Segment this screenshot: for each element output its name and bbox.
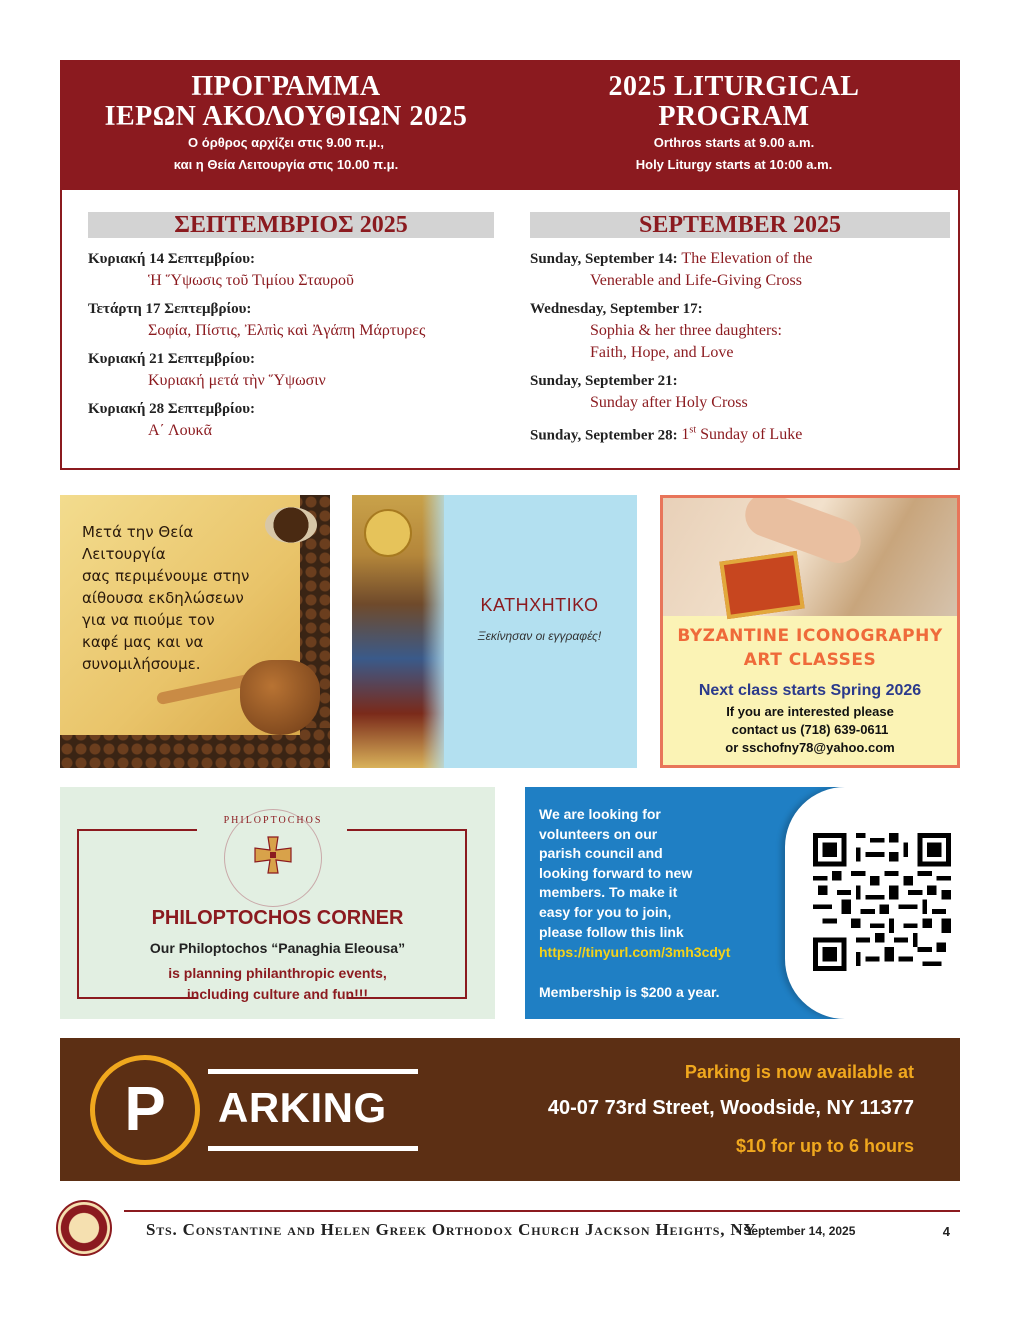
volunteer-line: parish council and [539, 845, 663, 862]
cross-icon [253, 835, 293, 875]
coffee-line: σας περιμένουμε στην [82, 567, 250, 585]
feast-name: Sunday after Holy Cross [590, 394, 748, 411]
coffee-line: Μετά την Θεία [82, 523, 194, 541]
feast-name: Ἡ Ὕψωσις τοῦ Τιμίου Σταυροῦ [148, 272, 354, 289]
greek-feast [88, 398, 494, 442]
divider-line-bottom [208, 1146, 418, 1151]
ordinal-suffix: st [689, 425, 697, 436]
feast-name: The Elevation of the [681, 250, 813, 267]
english-liturgy-time: Holy Liturgy starts at 10:00 a.m. [635, 157, 833, 172]
english-title-line-2: PROGRAM [658, 101, 810, 132]
catechism-card [352, 495, 637, 768]
divider-line-top [208, 1069, 418, 1074]
parking-price: $10 for up to 6 hours [735, 1136, 914, 1156]
feast-day: Κυριακή 28 Σεπτεμβρίου: [88, 401, 255, 417]
parking-availability: Parking is now available at [684, 1062, 914, 1082]
iconography-card [660, 495, 960, 768]
greek-schedule [88, 212, 494, 448]
coffee-line: για να πιούμε τον [82, 611, 215, 629]
ordinal-number: 1 [681, 426, 690, 444]
iconography-title-line-1: BYZANTINE ICONOGRAPHY [677, 626, 943, 646]
feast-name-continued: Venerable and Life-Giving Cross [590, 272, 802, 289]
bulletin-date: - September 14, 2025 [736, 1224, 856, 1238]
feast-name: Σοφία, Πίστις, Ἐλπὶς καὶ Ἀγάπη Μάρτυρες [148, 322, 426, 339]
seal-word: PHILOPTOCHOS [223, 815, 323, 826]
contact-email[interactable]: or sschofny78@yahoo.com [725, 740, 895, 755]
church-logo-icon [56, 1200, 112, 1256]
feast-name: Sophia & her three daughters: [590, 322, 782, 339]
signup-link[interactable]: https://tinyurl.com/3mh3cdyt [539, 944, 731, 960]
volunteer-text [539, 805, 779, 942]
contact-phone: contact us (718) 639-0611 [731, 722, 889, 737]
philoptochos-message [60, 963, 495, 1005]
greek-feast [88, 348, 494, 392]
greek-title-line-2: ΙΕΡΩΝ ΑΚΟΛΟΥΘΙΩΝ 2025 [104, 101, 468, 132]
greek-month-heading: ΣΕΠΤΕΜΒΡΙΟΣ 2025 [88, 212, 494, 238]
parking-icon [90, 1055, 200, 1165]
english-feast [530, 298, 950, 364]
coffee-line: συνομιλήσουμε. [82, 655, 201, 673]
icon-board-image [719, 551, 804, 619]
feast-name: Α΄ Λουκᾶ [148, 422, 212, 439]
iconography-contact [663, 703, 957, 757]
philoptochos-title: PHILOPTOCHOS CORNER [151, 907, 404, 929]
greek-title-line-1: ΠΡΟΓΡΑΜΜΑ [191, 71, 381, 102]
parking-word: ARKING [218, 1084, 387, 1131]
volunteer-line: volunteers on our [539, 825, 658, 842]
feast-name-continued: Faith, Hope, and Love [590, 344, 734, 361]
feast-name: Sunday of Luke [696, 426, 803, 444]
program-header [62, 62, 958, 190]
english-feast [530, 248, 950, 292]
english-orthros-time: Orthros starts at 9.00 a.m. [653, 135, 815, 150]
next-class-notice: Next class starts Spring 2026 [698, 682, 922, 699]
parish-council-volunteer-card [525, 787, 960, 1019]
greek-liturgy-time: και η Θεία Λειτουργία στις 10.00 π.μ. [173, 157, 399, 172]
english-header [510, 72, 958, 176]
feast-day: Κυριακή 14 Σεπτεμβρίου: [88, 251, 255, 267]
volunteer-line: We are looking for [539, 806, 661, 822]
greek-orthros-time: Ο όρθρος αρχίζει στις 9.00 π.μ., [188, 135, 384, 150]
greek-feast [88, 248, 494, 292]
feast-name: Κυριακή μετά τὴν Ὕψωσιν [148, 372, 326, 389]
page-footer [56, 1196, 960, 1256]
philoptochos-card [60, 787, 495, 1019]
greek-feast [88, 298, 494, 342]
feast-day: Τετάρτη 17 Σεπτεμβρίου: [88, 301, 252, 317]
english-feast [530, 370, 950, 414]
coffee-line: Λειτουργία [82, 545, 166, 563]
coffee-line: καφέ μας και να [82, 633, 204, 651]
contact-line: If you are interested please [726, 704, 894, 719]
parking-letter: P [124, 1075, 166, 1144]
philoptochos-message-line: is planning philanthropic events, [168, 965, 387, 981]
footer-rule [124, 1210, 960, 1212]
volunteer-line: please follow this link [539, 923, 684, 940]
parking-banner [60, 1038, 960, 1181]
philoptochos-message-line: including culture and fun!!! [186, 986, 369, 1002]
image-fade [422, 495, 450, 768]
philoptochos-chapter: Our Philoptochos “Panaghia Eleousa” [149, 940, 406, 956]
feast-ordinal [681, 426, 802, 443]
parking-address: 40-07 73rd Street, Woodside, NY 11377 [547, 1097, 914, 1119]
iconography-title-line-2: ART CLASSES [743, 650, 877, 670]
membership-fee: Membership is $200 a year. [539, 984, 720, 1000]
english-month-heading: SEPTEMBER 2025 [530, 212, 950, 238]
qr-code-icon[interactable] [813, 833, 951, 971]
feast-day: Κυριακή 21 Σεπτεμβρίου: [88, 351, 255, 367]
page-number: 4 [942, 1224, 950, 1239]
liturgical-program [60, 60, 960, 470]
feast-day: Sunday, September 21: [530, 373, 678, 389]
catechism-title: ΚΑΤΗΧΗΤΙΚΟ [480, 595, 599, 615]
english-title-line-1: 2025 LITURGICAL [608, 71, 860, 102]
feast-day: Sunday, September 28: [530, 427, 678, 444]
coffee-hour-text [82, 521, 292, 675]
iconography-title [663, 624, 957, 672]
feast-day: Sunday, September 14: [530, 251, 678, 267]
catechism-subtitle: Ξεκίνησαν οι εγγραφές! [477, 629, 602, 643]
english-schedule [530, 212, 950, 452]
volunteer-line: looking forward to new [539, 864, 693, 881]
english-feast [530, 420, 950, 446]
philoptochos-seal [220, 805, 326, 911]
coffee-line: αίθουσα εκδηλώσεων [82, 589, 244, 607]
volunteer-line: members. To make it [539, 884, 678, 901]
volunteer-line: easy for you to join, [539, 903, 672, 920]
halo-image [364, 509, 412, 557]
feast-day: Wednesday, September 17: [530, 301, 703, 317]
church-name: Sts. Constantine and Helen Greek Orthodox Church Jackson Heights, NY [146, 1220, 757, 1239]
greek-header [62, 72, 510, 176]
coffee-hour-card [60, 495, 330, 768]
